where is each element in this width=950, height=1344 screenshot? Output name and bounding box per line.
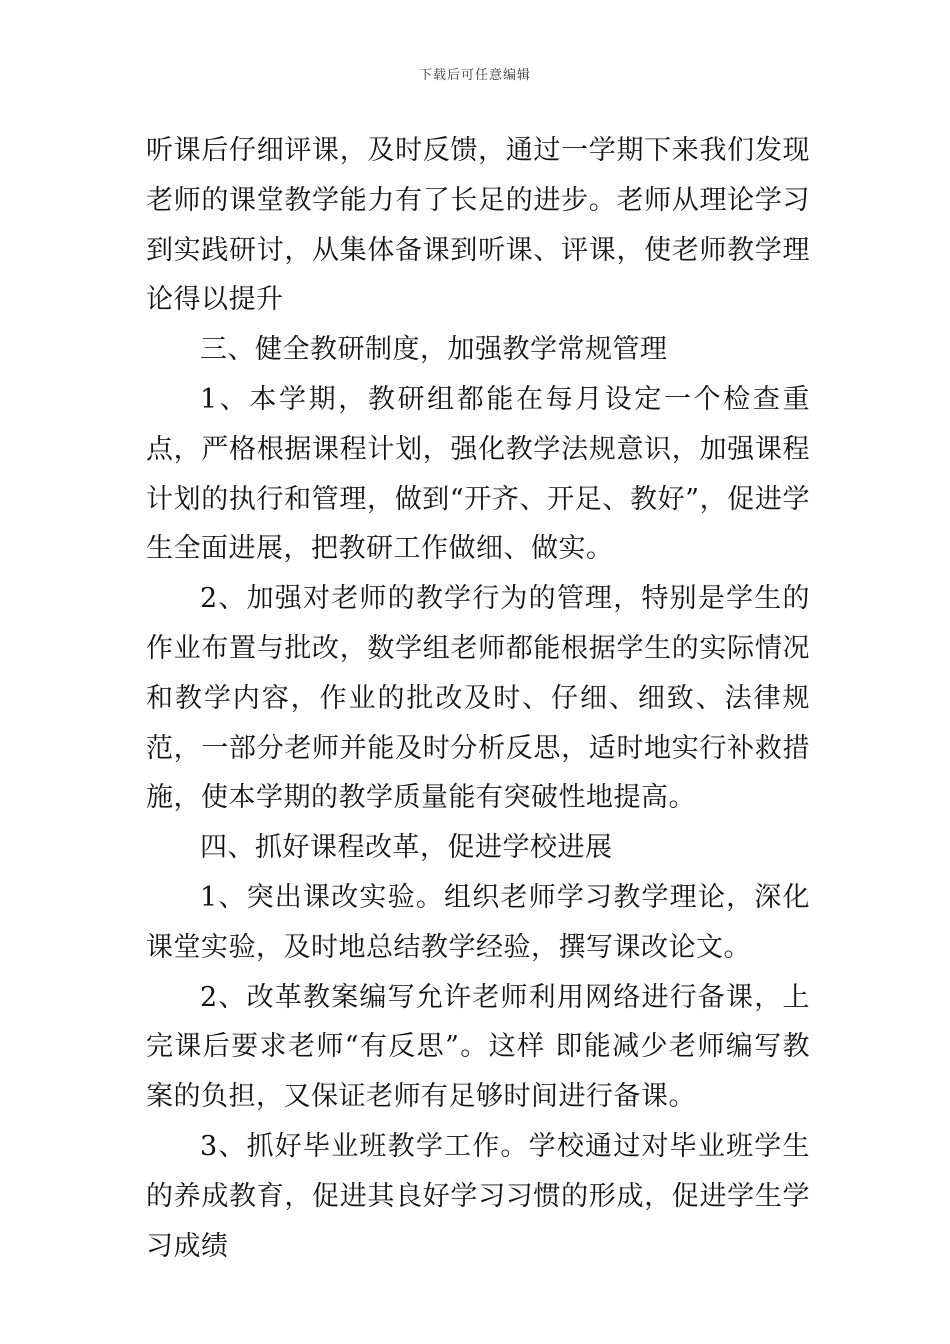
paragraph-item-2: 2、加强对老师的教学行为的管理，特别是学生的作业布置与批改，数学组老师都能根据学生的实际情况和教学内容，作业的批改及时、仔细、细致、法律规范，一部分老师并能及时分析反思，适时地实行补救措施，使本学期的教学质量能有突破性地提高。 (146, 583, 810, 814)
paragraph-continuation: 听课后仔细评课，及时反馈，通过一学期下来我们发现老师的课堂教学能力有了长足的进步。老师从理论学习到实践研讨，从集体备课到听课、评课，使老师教学理论得以提升 (146, 135, 810, 316)
section-heading-four: 四、抓好课程改革，促进学校进展 (200, 832, 613, 864)
paragraph-item-3-reform: 3、抓好毕业班教学工作。学校通过对毕业班学生的养成教育，促进其良好学习习惯的形成，促进学生学习成绩 (146, 1130, 810, 1262)
paragraph-item-1-reform: 1、突出课改实验。组织老师学习教学理论，深化课堂实验，及时地总结教学经验，撰写课改论文。 (146, 881, 810, 963)
paragraph-item-1: 1、本学期，教研组都能在每月设定一个检查重点，严格根据课程计划，强化教学法规意识，加强课程计划的执行和管理，做到“开齐、开足、教好”，促进学生全面进展，把教研工作做细、做实。 (146, 383, 810, 565)
page-header-note: 下载后可任意编辑 (418, 68, 531, 83)
section-heading-three: 三、健全教研制度，加强教学常规管理 (200, 334, 668, 366)
document-body (146, 126, 810, 1271)
paragraph-item-2-reform: 2、改革教案编写允许老师利用网络进行备课，上完课后要求老师“有反思”。这样 即能减少老师编写教案的负担，又保证老师有足够时间进行备课。 (146, 981, 810, 1113)
